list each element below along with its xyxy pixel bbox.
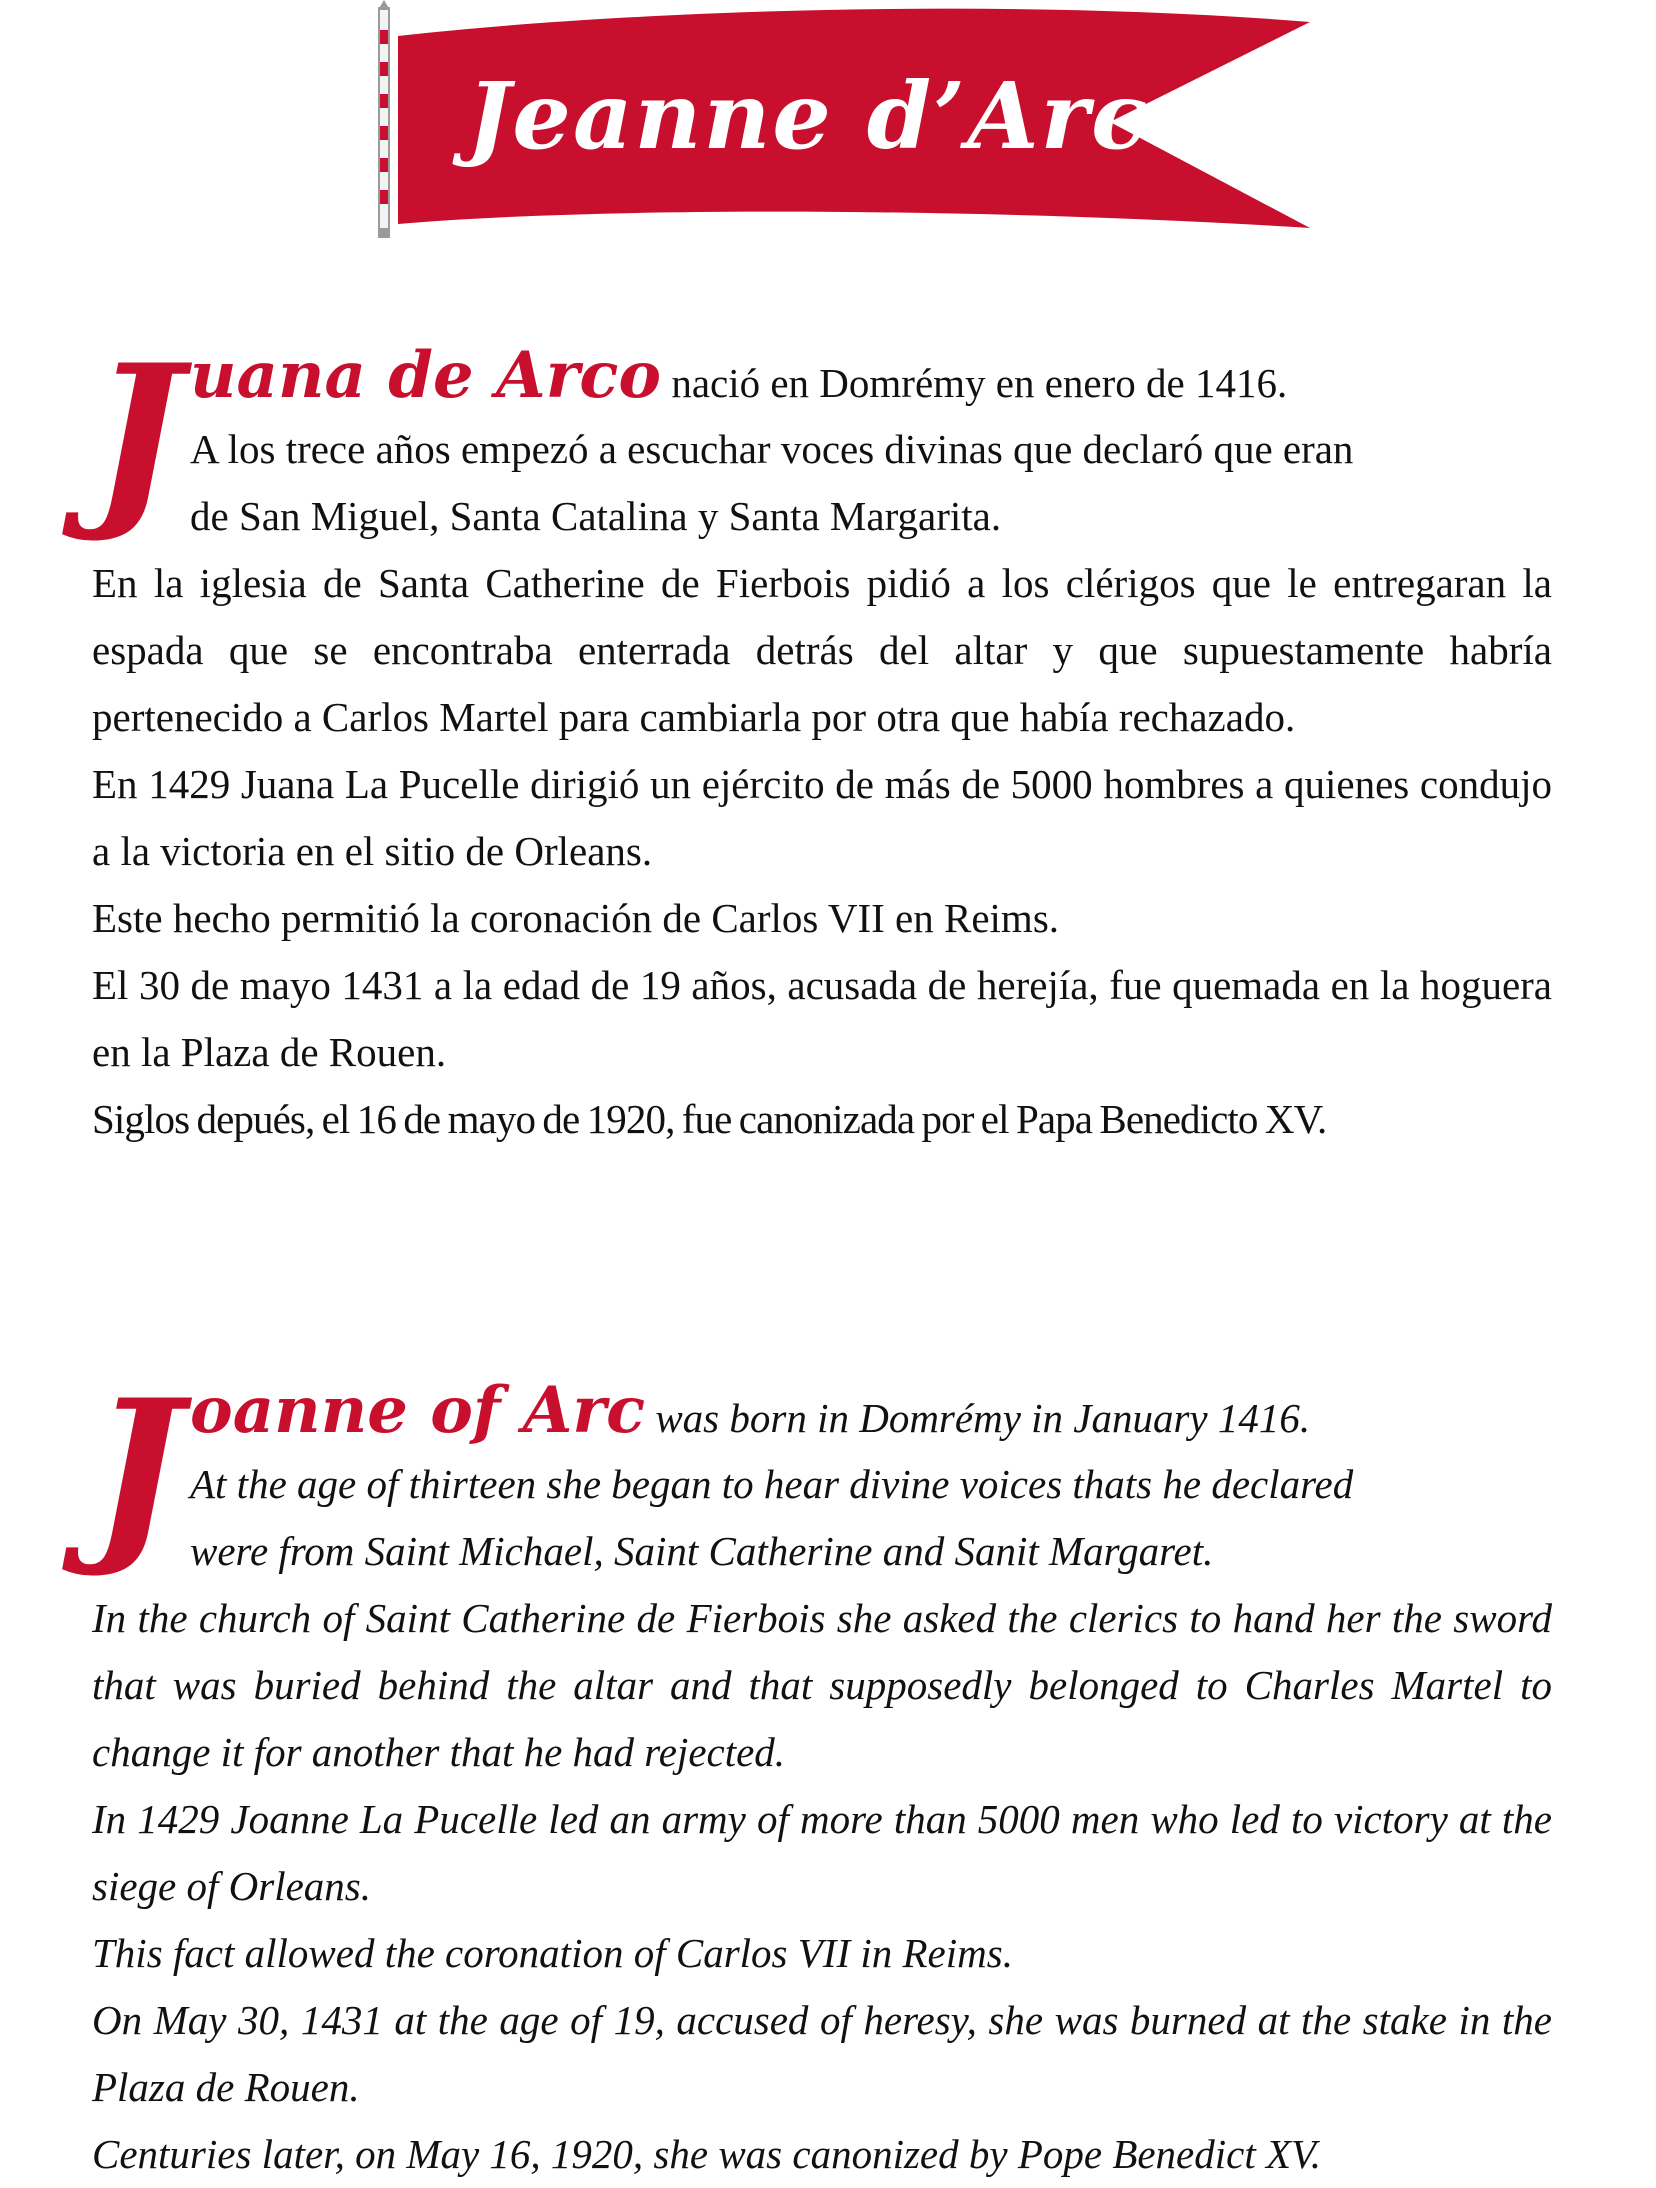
lead-line xyxy=(190,340,1287,419)
paragraph: This fact allowed the coronation of Carlos VII in Reims. xyxy=(92,1930,1013,1976)
indent-line: de San Miguel, Santa Catalina y Santa Margarita. xyxy=(190,493,1002,539)
lead-line xyxy=(190,1375,1310,1454)
indent-line: were from Saint Michael, Saint Catherine and Sanit Margaret. xyxy=(190,1528,1214,1574)
body-block xyxy=(92,550,1552,1153)
drop-cap: J xyxy=(92,323,182,546)
drop-cap: J xyxy=(92,1358,182,1581)
name-heading: uana de Arco xyxy=(190,338,662,413)
lead-text: was born in Domrémy in January 1416. xyxy=(645,1395,1311,1441)
paragraph: En 1429 Juana La Pucelle dirigió un ejército de más de 5000 hombres a quienes condujo a la victoria en el sitio de Orleans. xyxy=(92,761,1552,874)
name-heading: oanne of Arc xyxy=(190,1373,646,1448)
paragraph: El 30 de mayo 1431 a la edad de 19 años, acusada de herejía, fue quemada en la hoguera en la Plaza de Rouen. xyxy=(92,962,1552,1075)
body-block xyxy=(92,1585,1552,2188)
paragraph: Centuries later, on May 16, 1920, she was canonized by Pope Benedict XV. xyxy=(92,2131,1322,2177)
lead-text: nació en Domrémy en enero de 1416. xyxy=(661,360,1288,406)
paragraph: Siglos depués, el 16 de mayo de 1920, fue canonizada por el Papa Benedicto XV. xyxy=(92,1096,1327,1142)
paragraph: In the church of Saint Catherine de Fierbois she asked the clerics to hand her the sword that was buried behind the altar and that supposedly belonged to Charles Martel to change it for another that he had rejected. xyxy=(92,1595,1552,1775)
paragraph: Este hecho permitió la coronación de Carlos VII en Reims. xyxy=(92,895,1060,941)
indent-block xyxy=(190,1451,1552,1585)
banner xyxy=(370,0,1330,240)
indent-block xyxy=(190,416,1552,550)
paragraph: En la iglesia de Santa Catherine de Fierbois pidió a los clérigos que le entregaran la espada que se encontraba enterrada detrás del altar y que supuestamente habría pertenecido a Carlos Martel para cambiarla por otra que había rechazado. xyxy=(92,560,1552,740)
indent-line: At the age of thirteen she began to hear divine voices thats he declared xyxy=(190,1461,1354,1507)
paragraph: On May 30, 1431 at the age of 19, accused of heresy, she was burned at the stake in the Plaza de Rouen. xyxy=(92,1997,1552,2110)
paragraph: In 1429 Joanne La Pucelle led an army of more than 5000 men who led to victory at the siege of Orleans. xyxy=(92,1796,1552,1909)
indent-line: A los trece años empezó a escuchar voces divinas que declaró que eran xyxy=(190,426,1354,472)
banner-title: Jeanne d’Arc xyxy=(466,62,1150,170)
